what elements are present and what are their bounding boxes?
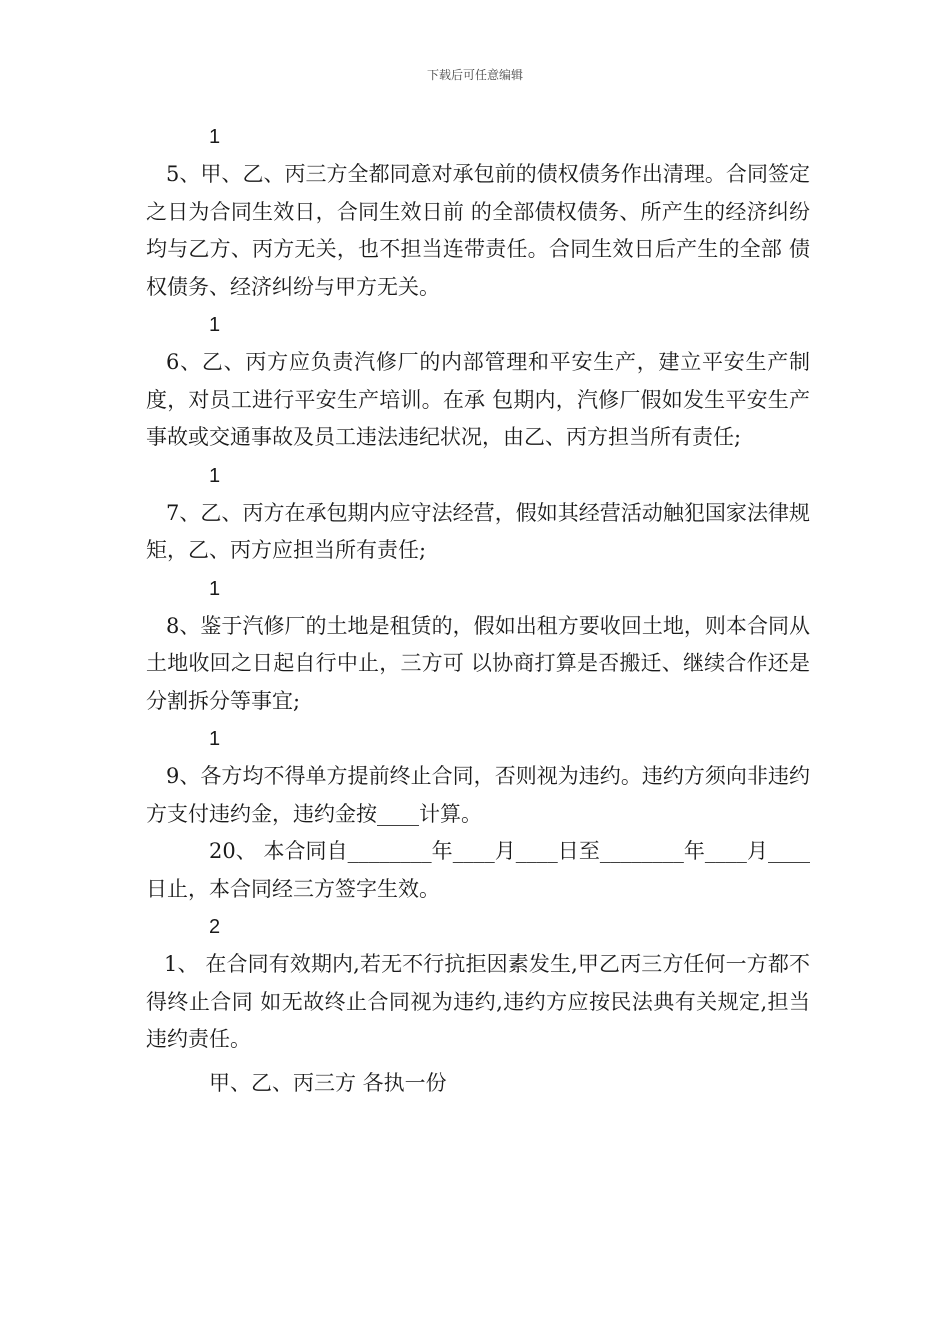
- signature-line: 甲、乙、丙三方 各执一份: [209, 1070, 447, 1095]
- clause-20: 20、 本合同自________年____月____日至________年____月____日止，本合同经三方签字生效。: [146, 839, 810, 901]
- clause-5: 5、甲、乙、丙三方全都同意对承包前的债权债务作出清理。合同签定之日为合同生效日，合同生效日前 的全部债权债务、所产生的经济纠纷均与乙方、丙方无关，也不担当连带责任。合同生效日后产生的全部 债权债务、经济纠纷与甲方无关。: [146, 162, 810, 299]
- clause-1-validity: 1、 在合同有效期内,若无不行抗拒因素发生,甲乙丙三方任何一方都不得终止合同 如无故终止合同视为违约,违约方应按民法典有关规定,担当违约责任。: [146, 952, 810, 1051]
- clause-7: 7、乙、丙方在承包期内应守法经营，假如其经营活动触犯国家法律规矩，乙、丙方应担当所有责任;: [146, 500, 810, 562]
- section-number: 2: [209, 916, 221, 938]
- clause-6: 6、乙、丙方应负责汽修厂的内部管理和平安生产，建立平安生产制度，对员工进行平安生产培训。在承 包期内，汽修厂假如发生平安生产事故或交通事故及员工违法违纪状况，由乙、丙方担当所有责任;: [146, 350, 810, 449]
- page-header: 下载后可任意编辑: [426, 68, 523, 82]
- section-number: 1: [209, 728, 221, 750]
- section-number: 1: [209, 314, 221, 336]
- clause-8: 8、鉴于汽修厂的土地是租赁的，假如出租方要收回土地，则本合同从土地收回之日起自行中止，三方可 以协商打算是否搬迁、继续合作还是分割拆分等事宜;: [146, 613, 810, 713]
- clause-9: 9、各方均不得单方提前终止合同，否则视为违约。违约方须向非违约方支付违约金，违约金按____计算。: [146, 764, 810, 826]
- document-body: [146, 118, 810, 1102]
- section-number: 1: [209, 126, 221, 148]
- section-number: 1: [209, 464, 221, 487]
- section-number: 1: [209, 577, 221, 600]
